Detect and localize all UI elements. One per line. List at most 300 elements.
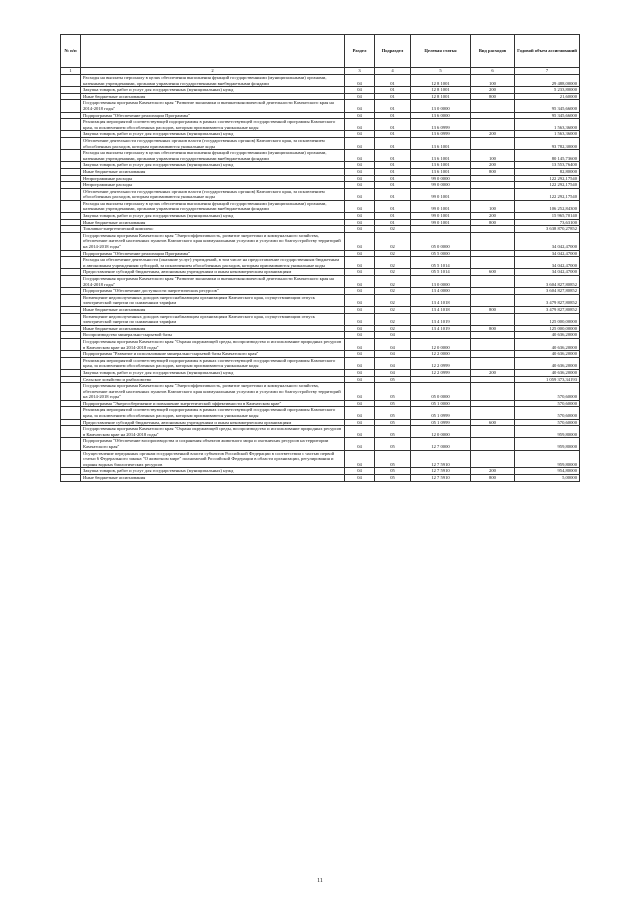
row-annual-sum: 3 479 827,80852: [515, 306, 580, 313]
row-number: [61, 137, 81, 149]
row-annual-sum: 95 345,66000: [515, 112, 580, 119]
row-target-article: 13 4 0000: [411, 288, 471, 295]
row-razdel: 04: [345, 213, 375, 220]
row-name: Подпрограмма "Обеспечение реализации Программы": [81, 112, 345, 119]
row-podrazdel: 05: [375, 450, 411, 468]
row-target-article: 12 8 1001: [411, 87, 471, 94]
row-podrazdel: 05: [375, 468, 411, 475]
table-row: [61, 137, 580, 149]
row-podrazdel: 05: [375, 475, 411, 482]
budget-table: [60, 34, 580, 482]
row-name: Закупка товаров, работ и услуг для государственных (муниципальных) нужд: [81, 369, 345, 376]
table-row: [61, 438, 580, 450]
row-annual-sum: 5,00000: [515, 475, 580, 482]
table-row: [61, 426, 580, 438]
row-target-article: 13 6 0000: [411, 112, 471, 119]
row-number: [61, 150, 81, 162]
row-podrazdel: 01: [375, 200, 411, 212]
row-target-article: 12 8 1001: [411, 75, 471, 87]
row-name: Непрограммные расходы: [81, 175, 345, 182]
row-number: [61, 131, 81, 138]
table-row: [61, 250, 580, 257]
row-target-article: 05 5 1014: [411, 269, 471, 276]
row-number: [61, 383, 81, 401]
row-podrazdel: 02: [375, 226, 411, 233]
row-expense-type: 800: [471, 219, 515, 226]
table-row: [61, 276, 580, 288]
row-number: [61, 468, 81, 475]
row-razdel: 04: [345, 294, 375, 306]
row-podrazdel: 02: [375, 232, 411, 250]
row-podrazdel: 01: [375, 87, 411, 94]
row-annual-sum: 3 479 827,80852: [515, 294, 580, 306]
column-number: 6: [471, 68, 515, 75]
row-name: Иные бюджетные ассигнования: [81, 475, 345, 482]
row-name: Государственная программа Камчатского края "Охрана окружающей среды, воспроизводство и использование природных ресурсов в Камчатском крае на 2014-2018 годы": [81, 338, 345, 350]
row-target-article: 99 0 1001: [411, 213, 471, 220]
row-number: [61, 188, 81, 200]
row-name: Обеспечение деятельности государственных органов власти (государственных органов) Камчатского края, за исключением обособленных расходов, которым присваиваются уникальные коды: [81, 137, 345, 149]
row-name: Непрограммные расходы: [81, 182, 345, 189]
row-annual-sum: 73,63100: [515, 219, 580, 226]
row-expense-type: 200: [471, 162, 515, 169]
table-row: [61, 175, 580, 182]
row-name: Расходы на выплаты персоналу в целях обеспечения выполнения функций государственными (муниципальными) органами, казенными учреждениями, органами управления государственными внебюджетными фондами: [81, 200, 345, 212]
row-annual-sum: 3 604 827,80852: [515, 288, 580, 295]
table-row: [61, 351, 580, 358]
row-name: Воспроизводство минерально-сырьевой базы: [81, 332, 345, 339]
row-name: Расходы на выплаты персоналу в целях обеспечения выполнения функций государственными (муниципальными) органами, казенными учреждениями, органами управления государственными внебюджетными фондами: [81, 75, 345, 87]
header-expense-type: Вид расходов: [471, 35, 515, 68]
row-name: Подпрограмма "Обеспечение доступности энергетических ресурсов": [81, 288, 345, 295]
row-target-article: 13 0 0000: [411, 100, 471, 112]
table-row: [61, 325, 580, 332]
row-annual-sum: 125 000,00000: [515, 325, 580, 332]
row-expense-type: [471, 175, 515, 182]
row-name: Подпрограмма "Энергосбережение и повышение энергетической эффективности в Камчатском крае": [81, 400, 345, 407]
row-target-article: 99 0 0000: [411, 182, 471, 189]
row-number: [61, 338, 81, 350]
row-target-article: 13 4 1019: [411, 313, 471, 325]
budget-table-sheet: [60, 34, 579, 482]
table-row: [61, 383, 580, 401]
row-razdel: 04: [345, 338, 375, 350]
row-number: [61, 75, 81, 87]
table-row: [61, 112, 580, 119]
row-annual-sum: 570,60000: [515, 407, 580, 419]
row-target-article: 99 0 1001: [411, 219, 471, 226]
row-target-article: 99 0 1001: [411, 200, 471, 212]
row-expense-type: [471, 276, 515, 288]
row-podrazdel: 01: [375, 182, 411, 189]
row-razdel: 04: [345, 219, 375, 226]
row-expense-type: 200: [471, 213, 515, 220]
row-podrazdel: 05: [375, 400, 411, 407]
row-podrazdel: 01: [375, 162, 411, 169]
row-target-article: 12 7 5910: [411, 475, 471, 482]
row-number: [61, 332, 81, 339]
row-razdel: 04: [345, 419, 375, 426]
row-name: Предоставление субсидий бюджетным, автономным учреждениям и иным некоммерческим организациям: [81, 419, 345, 426]
row-razdel: 04: [345, 400, 375, 407]
row-annual-sum: 3 604 827,80852: [515, 276, 580, 288]
row-razdel: 04: [345, 351, 375, 358]
row-number: [61, 162, 81, 169]
row-annual-sum: 34 042,47000: [515, 257, 580, 269]
column-number: 4: [375, 68, 411, 75]
row-razdel: 04: [345, 87, 375, 94]
row-target-article: 13 0 0000: [411, 276, 471, 288]
table-row: [61, 213, 580, 220]
table-row: [61, 313, 580, 325]
row-target-article: 13 6 1001: [411, 137, 471, 149]
header-target-article: Целевая статья: [411, 35, 471, 68]
table-row: [61, 119, 580, 131]
row-annual-sum: 40 636,20000: [515, 369, 580, 376]
row-razdel: 04: [345, 200, 375, 212]
row-expense-type: [471, 313, 515, 325]
row-number: [61, 276, 81, 288]
row-name: Подпрограмма "Обеспечение реализации Программы": [81, 250, 345, 257]
row-expense-type: [471, 438, 515, 450]
row-expense-type: [471, 119, 515, 131]
row-razdel: 04: [345, 257, 375, 269]
row-expense-type: [471, 257, 515, 269]
row-number: [61, 313, 81, 325]
row-expense-type: [471, 137, 515, 149]
row-expense-type: [471, 407, 515, 419]
table-row: [61, 93, 580, 100]
row-razdel: 04: [345, 131, 375, 138]
table-row: [61, 162, 580, 169]
row-name: Закупка товаров, работ и услуг для государственных (муниципальных) нужд: [81, 131, 345, 138]
row-razdel: 04: [345, 250, 375, 257]
row-target-article: 13 4 1019: [411, 325, 471, 332]
row-number: [61, 200, 81, 212]
row-razdel: 04: [345, 276, 375, 288]
row-podrazdel: 01: [375, 168, 411, 175]
row-name: Подпрограмма "Обеспечение воспроизводства и сохранения объектов животного мира и охотничьих ресурсов на территории Камчатского края": [81, 438, 345, 450]
row-podrazdel: 01: [375, 188, 411, 200]
row-target-article: 99 0 1001: [411, 188, 471, 200]
row-expense-type: [471, 288, 515, 295]
row-expense-type: [471, 450, 515, 468]
row-number: [61, 175, 81, 182]
row-target-article: 05 1 0999: [411, 419, 471, 426]
row-annual-sum: 34 042,47000: [515, 232, 580, 250]
row-podrazdel: 01: [375, 131, 411, 138]
row-name: Иные бюджетные ассигнования: [81, 325, 345, 332]
table-row: [61, 332, 580, 339]
row-razdel: 04: [345, 162, 375, 169]
row-razdel: 04: [345, 313, 375, 325]
row-podrazdel: 04: [375, 369, 411, 376]
row-number: [61, 475, 81, 482]
row-expense-type: 100: [471, 75, 515, 87]
row-razdel: 04: [345, 188, 375, 200]
row-expense-type: 600: [471, 419, 515, 426]
row-razdel: 04: [345, 426, 375, 438]
row-name: Реализация мероприятий соответствующей подпрограммы в рамках соответствующей государственной программы Камчатского края, за исключением обособленных расходов, которым присваиваются уникальные коды: [81, 357, 345, 369]
table-row: [61, 87, 580, 94]
row-name: Подпрограмма "Развитие и использование минерально-сырьевой базы Камчатского края": [81, 351, 345, 358]
row-podrazdel: 02: [375, 325, 411, 332]
table-row: [61, 188, 580, 200]
row-annual-sum: 40 636,20000: [515, 338, 580, 350]
row-name: Закупка товаров, работ и услуг для государственных (муниципальных) нужд: [81, 213, 345, 220]
row-podrazdel: 01: [375, 100, 411, 112]
row-number: [61, 232, 81, 250]
row-annual-sum: 570,60000: [515, 383, 580, 401]
row-razdel: 04: [345, 438, 375, 450]
row-annual-sum: 122 292,17540: [515, 188, 580, 200]
row-number: [61, 407, 81, 419]
row-annual-sum: 34 042,47000: [515, 250, 580, 257]
row-annual-sum: 122 292,17540: [515, 175, 580, 182]
row-podrazdel: 01: [375, 137, 411, 149]
row-target-article: 12 8 1001: [411, 93, 471, 100]
row-razdel: 04: [345, 383, 375, 401]
row-number: [61, 112, 81, 119]
row-name: Возмещение недополученных доходов энергоснабжающим организациям Камчатского края, осуществляющим отпуск электрической энергии по сниженным тарифам: [81, 294, 345, 306]
row-target-article: 12 2 0000: [411, 351, 471, 358]
row-annual-sum: 40 636,20000: [515, 351, 580, 358]
row-number: [61, 182, 81, 189]
table-row: [61, 407, 580, 419]
header-num: № п/п: [61, 35, 81, 68]
row-expense-type: [471, 226, 515, 233]
row-razdel: 04: [345, 325, 375, 332]
row-podrazdel: 02: [375, 313, 411, 325]
row-annual-sum: 40 636,20000: [515, 332, 580, 339]
row-podrazdel: 04: [375, 338, 411, 350]
row-razdel: 04: [345, 175, 375, 182]
row-number: [61, 306, 81, 313]
row-target-article: 12 0 0000: [411, 338, 471, 350]
row-name: Расходы на выплаты персоналу в целях обеспечения выполнения функций государственными (муниципальными) органами, казенными учреждениями, органами управления государственными внебюджетными фондами: [81, 150, 345, 162]
table-row: [61, 338, 580, 350]
row-razdel: 04: [345, 100, 375, 112]
row-name: Закупка товаров, работ и услуг для государственных (муниципальных) нужд: [81, 87, 345, 94]
row-target-article: 13 4 1018: [411, 306, 471, 313]
row-annual-sum: 40 636,20000: [515, 357, 580, 369]
row-name: Иные бюджетные ассигнования: [81, 306, 345, 313]
header-name: [81, 35, 345, 68]
row-number: [61, 400, 81, 407]
column-number: 7: [515, 68, 580, 75]
row-target-article: 13 6 0999: [411, 119, 471, 131]
table-row: [61, 400, 580, 407]
header-annual-sum: Годовой объем ассигнований: [515, 35, 580, 68]
row-razdel: 04: [345, 150, 375, 162]
row-podrazdel: 02: [375, 288, 411, 295]
row-podrazdel: 04: [375, 332, 411, 339]
row-expense-type: 100: [471, 200, 515, 212]
row-expense-type: [471, 332, 515, 339]
row-number: [61, 100, 81, 112]
row-annual-sum: 21,60000: [515, 93, 580, 100]
column-number-row: [61, 68, 580, 75]
table-row: [61, 294, 580, 306]
table-row: [61, 257, 580, 269]
table-row: [61, 150, 580, 162]
row-podrazdel: 01: [375, 119, 411, 131]
row-number: [61, 450, 81, 468]
row-razdel: 04: [345, 357, 375, 369]
row-expense-type: [471, 357, 515, 369]
row-annual-sum: 95 345,66000: [515, 100, 580, 112]
page-number: 11: [317, 878, 323, 884]
row-expense-type: [471, 383, 515, 401]
table-row: [61, 269, 580, 276]
row-annual-sum: 959,80000: [515, 438, 580, 450]
row-expense-type: [471, 294, 515, 306]
row-podrazdel: 02: [375, 257, 411, 269]
row-annual-sum: 1 563,36000: [515, 119, 580, 131]
row-expense-type: [471, 232, 515, 250]
row-expense-type: [471, 100, 515, 112]
row-expense-type: 800: [471, 475, 515, 482]
row-target-article: [411, 332, 471, 339]
table-row: [61, 226, 580, 233]
row-expense-type: 200: [471, 87, 515, 94]
row-podrazdel: 05: [375, 426, 411, 438]
row-razdel: 04: [345, 137, 375, 149]
table-row: [61, 376, 580, 383]
table-row: [61, 306, 580, 313]
row-razdel: 04: [345, 93, 375, 100]
row-podrazdel: 02: [375, 269, 411, 276]
row-annual-sum: 34 042,47000: [515, 269, 580, 276]
row-expense-type: [471, 351, 515, 358]
row-annual-sum: 93 782,30000: [515, 137, 580, 149]
row-razdel: 04: [345, 168, 375, 175]
row-podrazdel: 01: [375, 93, 411, 100]
row-expense-type: 600: [471, 269, 515, 276]
row-razdel: 04: [345, 232, 375, 250]
row-expense-type: 800: [471, 306, 515, 313]
row-podrazdel: 04: [375, 351, 411, 358]
row-podrazdel: 02: [375, 306, 411, 313]
row-name: Иные бюджетные ассигнования: [81, 168, 345, 175]
row-target-article: 99 0 0000: [411, 175, 471, 182]
table-row: [61, 288, 580, 295]
row-annual-sum: 3 638 870,27852: [515, 226, 580, 233]
row-number: [61, 226, 81, 233]
row-podrazdel: 05: [375, 407, 411, 419]
row-name: Иные бюджетные ассигнования: [81, 219, 345, 226]
table-row: [61, 419, 580, 426]
row-name: Обеспечение деятельности государственных органов власти (государственных органов) Камчатского края, за исключением обособленных расходов, которым присваиваются уникальные коды: [81, 188, 345, 200]
row-podrazdel: 02: [375, 294, 411, 306]
row-target-article: 05 1 0000: [411, 400, 471, 407]
row-name: Расходы на обеспечение деятельности (оказание услуг) учреждений, в том числе на предоставление государственным бюджетным и автономным учреждениям субсидий, за исключением обособленных расходов, которым присваиваются уникальные коды: [81, 257, 345, 269]
row-podrazdel: 01: [375, 112, 411, 119]
row-number: [61, 369, 81, 376]
row-number: [61, 325, 81, 332]
row-annual-sum: 106 252,84300: [515, 200, 580, 212]
table-row: [61, 100, 580, 112]
row-razdel: 04: [345, 288, 375, 295]
row-expense-type: 200: [471, 131, 515, 138]
row-expense-type: 800: [471, 93, 515, 100]
row-podrazdel: 01: [375, 213, 411, 220]
row-target-article: 05 0 0000: [411, 383, 471, 401]
row-expense-type: [471, 426, 515, 438]
row-razdel: 04: [345, 306, 375, 313]
row-name: Закупка товаров, работ и услуг для государственных (муниципальных) нужд: [81, 468, 345, 475]
row-target-article: 05 1 0999: [411, 407, 471, 419]
row-annual-sum: 1 059 373,34193: [515, 376, 580, 383]
row-expense-type: [471, 182, 515, 189]
row-target-article: 12 7 5910: [411, 450, 471, 468]
row-name: Государственная программа Камчатского края "Энергоэффективность, развитие энергетики и коммунального хозяйства, обеспечение жителей населенных пунктов Камчатского края коммунальными услугами и услугами по благоустройству территорий на 2014-2018 годы": [81, 232, 345, 250]
row-razdel: 04: [345, 332, 375, 339]
row-number: [61, 119, 81, 131]
row-name: Иные бюджетные ассигнования: [81, 93, 345, 100]
row-razdel: 04: [345, 450, 375, 468]
row-target-article: 05 5 1014: [411, 257, 471, 269]
row-annual-sum: 80 145,73600: [515, 150, 580, 162]
row-expense-type: 800: [471, 168, 515, 175]
row-number: [61, 419, 81, 426]
row-podrazdel: 05: [375, 419, 411, 426]
table-row: [61, 219, 580, 226]
row-target-article: 12 2 0999: [411, 357, 471, 369]
row-razdel: 04: [345, 75, 375, 87]
table-row: [61, 357, 580, 369]
row-podrazdel: 01: [375, 150, 411, 162]
row-name: Сельское хозяйство и рыболовство: [81, 376, 345, 383]
row-razdel: 04: [345, 475, 375, 482]
row-annual-sum: 959,80000: [515, 450, 580, 468]
row-expense-type: [471, 112, 515, 119]
row-target-article: 13 6 0999: [411, 131, 471, 138]
column-number: 3: [345, 68, 375, 75]
row-razdel: 04: [345, 407, 375, 419]
row-name: Осуществление переданных органам государственной власти субъектов Российской Федерации в соответствии с частью первой статьи 6 Федерального закона "О животном мире" полномочий Российской Федерации в области организации, регулирования и охраны водных биологических ресурсов: [81, 450, 345, 468]
row-podrazdel: 01: [375, 219, 411, 226]
row-name: Возмещение недополученных доходов энергоснабжающим организациям Камчатского края, осуществляющим отпуск электрической энергии по сниженным тарифам: [81, 313, 345, 325]
row-target-article: 05 5 0000: [411, 250, 471, 257]
row-expense-type: 100: [471, 150, 515, 162]
table-row: [61, 200, 580, 212]
row-number: [61, 288, 81, 295]
row-razdel: 04: [345, 369, 375, 376]
row-annual-sum: 29 488,00000: [515, 75, 580, 87]
column-number: 2: [81, 68, 345, 75]
row-annual-sum: 1 563,36000: [515, 131, 580, 138]
row-annual-sum: 13 553,76400: [515, 162, 580, 169]
row-podrazdel: 01: [375, 175, 411, 182]
row-number: [61, 269, 81, 276]
row-target-article: 12 2 0999: [411, 369, 471, 376]
row-number: [61, 87, 81, 94]
row-expense-type: [471, 376, 515, 383]
row-number: [61, 168, 81, 175]
row-number: [61, 376, 81, 383]
row-razdel: 04: [345, 468, 375, 475]
row-expense-type: [471, 338, 515, 350]
table-row: [61, 168, 580, 175]
row-annual-sum: 570,60000: [515, 419, 580, 426]
row-name: Реализация мероприятий соответствующей подпрограммы в рамках соответствующей государственной программы Камчатского края, за исключением обособленных расходов, которым присваиваются уникальные коды: [81, 119, 345, 131]
row-target-article: 12 7 5910: [411, 468, 471, 475]
row-name: Государственная программа Камчатского края "Развитие экономики и внешнеэкономической деятельности Камчатского края на 2014-2018 годы": [81, 100, 345, 112]
row-podrazdel: 05: [375, 376, 411, 383]
row-number: [61, 357, 81, 369]
row-target-article: [411, 226, 471, 233]
